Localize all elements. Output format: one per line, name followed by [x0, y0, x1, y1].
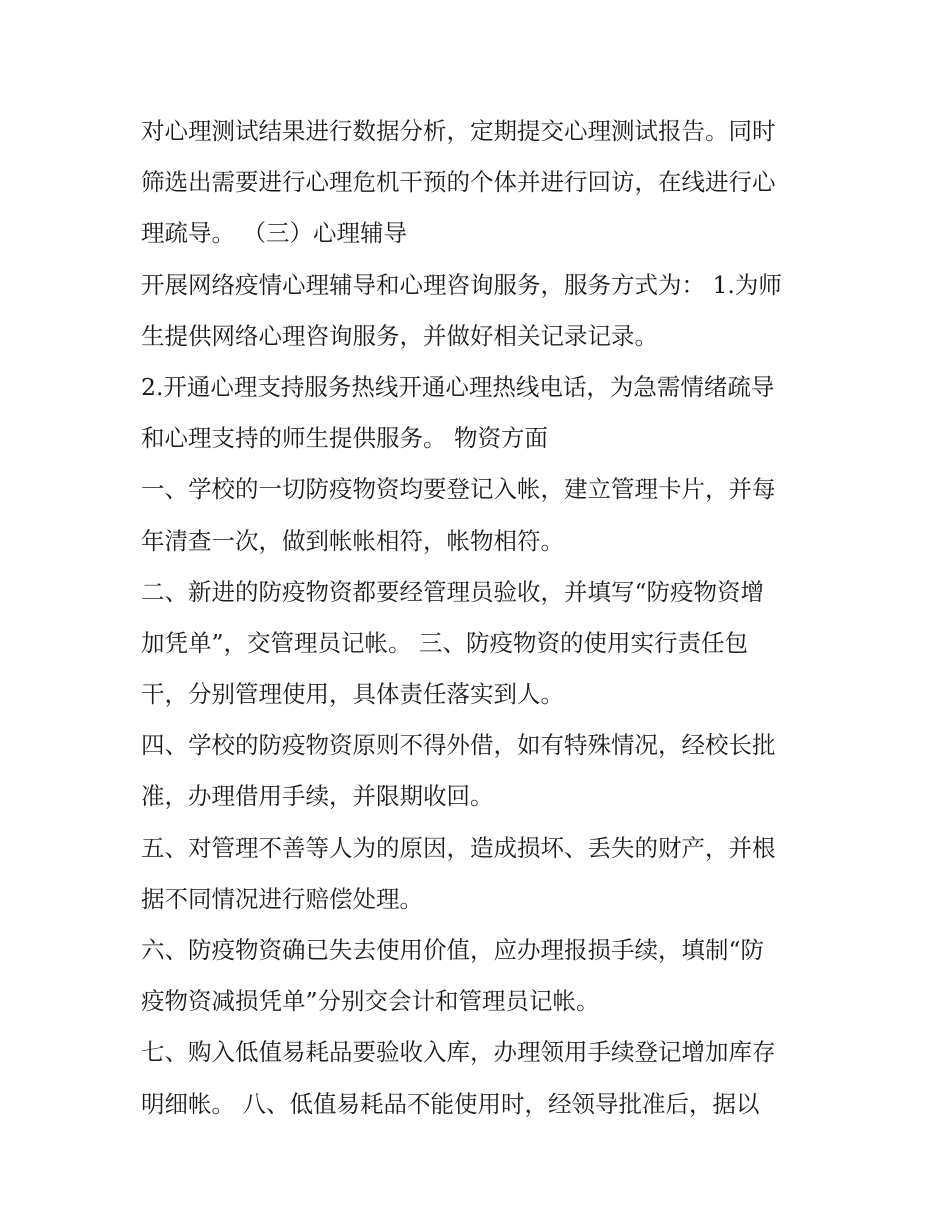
text-line: 七、购入低值易耗品要验收入库，办理领用手续登记增加库存 [141, 1038, 776, 1067]
text-line: 2.开通心理支持服务热线开通心理热线电话，为急需情绪疏导 [141, 372, 775, 401]
text-line: 五、对管理不善等人为的原因，造成损坏、丢失的财产，并根 [141, 833, 776, 862]
text-line: 干，分别管理使用，具体责任落实到人。 [141, 680, 564, 709]
document-body [141, 106, 821, 1130]
text-line: 疫物资减损凭单”分别交会计和管理员记帐。 [141, 987, 600, 1016]
text-line: 理疏导。 （三）心理辅导 [141, 219, 407, 248]
text-line: 开展网络疫情心理辅导和心理咨询服务，服务方式为： 1.为师 [141, 270, 782, 299]
text-line: 据不同情况进行赔偿处理。 [141, 884, 423, 913]
text-line: 和心理支持的师生提供服务。 物资方面 [141, 424, 548, 453]
text-line: 六、防疫物资确已失去使用价值，应办理报损手续，填制“防 [141, 936, 765, 964]
text-line: 四、学校的防疫物资原则不得外借，如有特殊情况，经校长批 [141, 731, 776, 760]
text-line: 明细帐。 八、低值易耗品不能使用时，经领导批准后，据以 [141, 1089, 760, 1118]
text-line: 对心理测试结果进行数据分析，定期提交心理测试报告。同时 [141, 117, 776, 145]
text-line: 准，办理借用手续，并限期收回。 [141, 782, 494, 811]
text-line: 加凭单”，交管理员记帐。 三、防疫物资的使用实行责任包 [141, 628, 748, 657]
text-line: 生提供网络心理咨询服务，并做好相关记录记录。 [141, 321, 658, 350]
text-line: 二、新进的防疫物资都要经管理员验收，并填写“防疫物资增 [141, 577, 765, 606]
text-line: 年清查一次，做到帐帐相符，帐物相符。 [141, 526, 564, 555]
text-line: 一、学校的一切防疫物资均要登记入帐，建立管理卡片，并每 [141, 475, 776, 504]
text-line: 筛选出需要进行心理危机干预的个体并进行回访，在线进行心 [141, 168, 776, 197]
